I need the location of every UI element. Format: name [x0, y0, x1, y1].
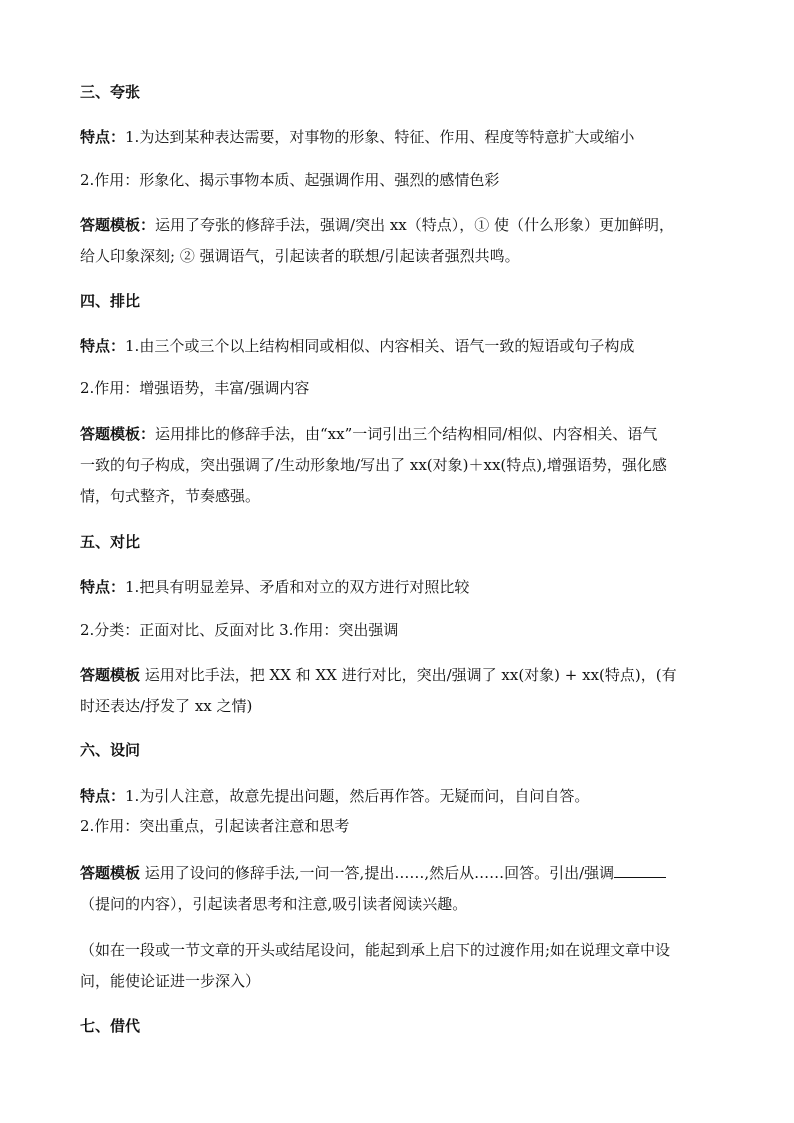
contrast-effect: 2.分类：正面对比、反面对比 3.作用：突出强调: [80, 621, 399, 639]
feature-text: 1.由三个或三个以上结构相同或相似、内容相关、语气一致的短语或句子构成: [125, 337, 635, 355]
hyperbole-effect: 2.作用：形象化、揭示事物本质、起强调作用、强烈的感情色彩: [80, 171, 500, 189]
feature-label: 特点：: [80, 128, 126, 146]
template-line: 一致的句子构成，突出强调了/生动形象地/写出了 xx(对象)＋xx(特点),增强语势，强化感: [80, 456, 667, 474]
template-label: 答题模板：: [80, 425, 156, 443]
feature-text: 1.为引人注意，故意先提出问题，然后再作答。无疑而问，自问自答。: [125, 787, 590, 805]
template-label: 答题模板：: [80, 216, 156, 234]
feature-text: 1.为达到某种表达需要，对事物的形象、特征、作用、程度等特意扩大或缩小: [125, 128, 635, 146]
parallelism-template: [80, 419, 720, 512]
template-line: 给人印象深刻; ② 强调语气，引起读者的联想/引起读者强烈共鸣。: [80, 247, 520, 265]
feature-label: 特点：: [80, 787, 126, 805]
template-line: 答题模板：运用排比的修辞手法，由“xx”一词引出三个结构相同/相似、内容相关、语气: [80, 425, 658, 443]
question-template: [80, 858, 720, 920]
template-line: 答题模板 运用了设问的修辞手法,一问一答,提出……,然后从……回答。引出/强调: [80, 858, 720, 889]
template-line: 情，句式整齐，节奏感强。: [80, 487, 261, 505]
parallelism-effect: 2.作用：增强语势，丰富/强调内容: [80, 379, 310, 397]
note-line: 问，能使论证进一步深入）: [80, 972, 261, 990]
template-label: 答题模板: [80, 666, 141, 684]
template-line: 答题模板 运用对比手法，把 XX 和 XX 进行对比，突出/强调了 xx(对象) + xx(特点)，(有: [80, 666, 677, 684]
feature-text: 1.把具有明显差异、矛盾和对立的双方进行对照比较: [125, 578, 470, 596]
question-note: [80, 935, 720, 997]
note-line: （如在一段或一节文章的开头或结尾设问，能起到承上启下的过渡作用;如在说理文章中设: [80, 941, 671, 959]
section-title-rhetorical-question: 六、设问: [80, 741, 141, 759]
section-title-metonymy: 七、借代: [80, 1017, 141, 1035]
section-title-hyperbole: 三、夸张: [80, 83, 141, 101]
hyperbole-template: [80, 210, 720, 272]
template-line: 时还表达/抒发了 xx 之情): [80, 697, 253, 715]
feature-label: 特点：: [80, 337, 126, 355]
question-effect: 2.作用：突出重点，引起读者注意和思考: [80, 817, 350, 835]
parallelism-feature: [80, 334, 720, 358]
section-title-contrast: 五、对比: [80, 533, 141, 551]
contrast-template: [80, 660, 720, 722]
hyperbole-feature: [80, 125, 720, 149]
template-label: 答题模板: [80, 864, 141, 882]
template-line: （提问的内容），引起读者思考和注意,吸引读者阅读兴趣。: [80, 895, 468, 913]
section-title-parallelism: 四、排比: [80, 292, 141, 310]
question-feature: [80, 784, 720, 808]
fill-in-blank: [614, 863, 666, 878]
template-line: 答题模板：运用了夸张的修辞手法，强调/突出 xx（特点），① 使（什么形象）更加鲜明，: [80, 216, 675, 234]
feature-label: 特点：: [80, 578, 126, 596]
contrast-feature: [80, 575, 720, 599]
